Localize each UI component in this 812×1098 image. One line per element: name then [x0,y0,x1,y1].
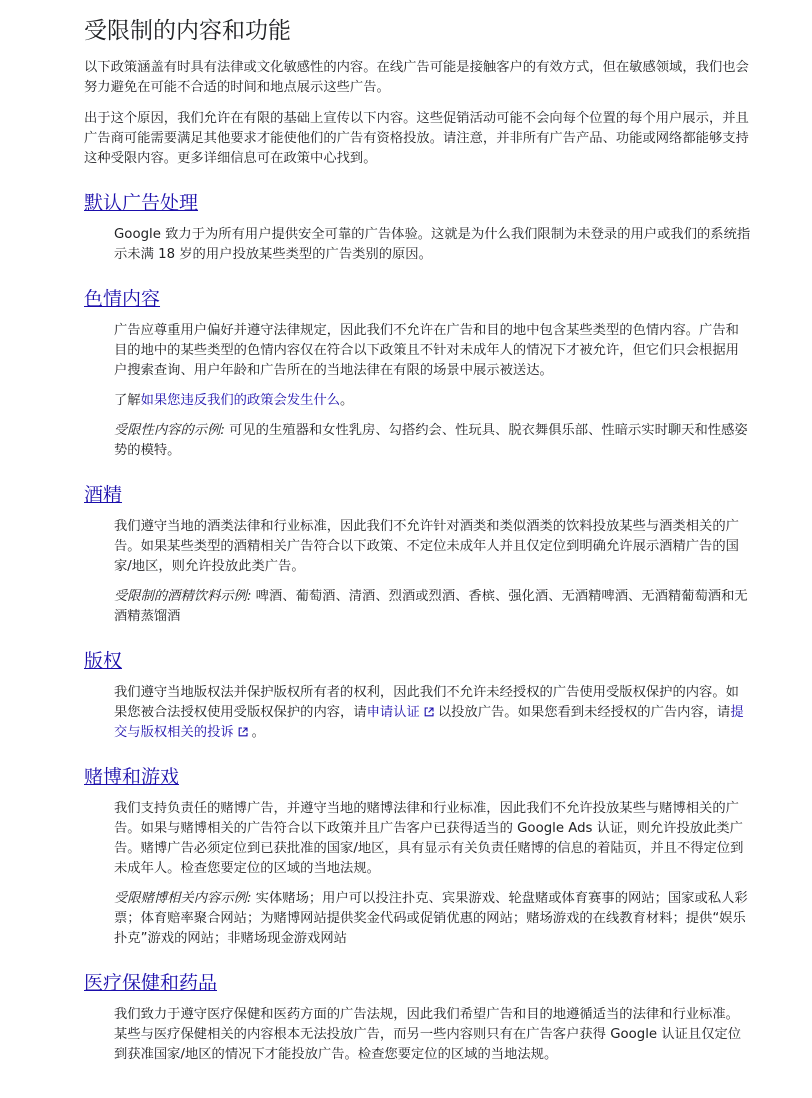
learn-more-suffix: 。 [340,393,354,408]
section-heading-healthcare[interactable]: 医疗保健和药品 [84,972,218,994]
section-heading-copyright[interactable]: 版权 [84,650,123,672]
section-adult [84,321,752,461]
learn-more-prefix: 了解 [114,393,141,408]
example-label: 受限赌博相关内容示例: [114,891,252,906]
section-alcohol [84,517,752,627]
section-alcohol-examples [114,587,752,627]
section-heading-adult[interactable]: 色情内容 [84,288,161,310]
section-healthcare-body: 我们致力于遵守医疗保健和医药方面的广告法规，因此我们希望广告和目的地遵循适当的法律和行业标准。某些与医疗保健相关的内容根本无法投放广告，而另一些内容则只有在广告客户获得 Google 认证且仅定位到获准国家/地区的情况下才能投放广告。检查您要定位的区域的当地法规。 [114,1007,742,1062]
copyright-text-1: 我们遵守当地版权法并保护版权所有者的权利，因此我们不允许未经授权的广告使用受版权保护的内容。如果您被合法授权使用受版权保护的内容，请 [114,685,739,720]
example-label: 受限性内容的示例: [114,423,225,438]
section-gambling-examples [114,889,752,949]
section-adult-learn-more [114,391,752,411]
section-adult-body: 广告应尊重用户偏好并遵守法律规定，因此我们不允许在广告和目的地中包含某些类型的色情内容。广告和目的地中的某些类型的色情内容仅在符合以下政策且不针对未成年人的情况下才被允许，但它们只会根据用户搜索查询、用户年龄和广告所在的当地法律在有限的场景中展示被送达。 [114,323,739,378]
request-certification-link[interactable]: 申请认证 [366,705,420,720]
section-heading-gambling[interactable]: 赌博和游戏 [84,766,180,788]
example-text: 实体赌场；用户可以投注扑克、宾果游戏、轮盘赌或体育赛事的网站；国家或私人彩票；体育赔率聚合网站；为赌博网站提供奖金代码或促销优惠的网站；赌场游戏的在线教育材料；提供“娱乐扑克”游戏的网站；非赌场现金游戏网站 [114,891,748,946]
external-link-icon[interactable] [238,727,248,737]
intro [84,58,752,169]
section-default-ads [84,225,752,265]
section-copyright [84,683,752,743]
copyright-complaint-link[interactable]: 提交与版权相关的投诉 [114,705,744,740]
section-adult-examples [114,421,752,461]
section-gambling [84,799,752,949]
copyright-text-3: 。 [251,725,265,740]
section-alcohol-body: 我们遵守当地的酒类法律和行业标准，因此我们不允许针对酒类和类似酒类的饮料投放某些与酒类相关的广告。如果某些类型的酒精相关广告符合以下政策、不定位未成年人并且仅定位到明确允许展示酒精广告的国家/地区，则允许投放此类广告。 [114,519,739,574]
section-heading-default-ads[interactable]: 默认广告处理 [84,192,199,214]
section-copyright-body [114,683,752,743]
section-gambling-body: 我们支持负责任的赌博广告，并遵守当地的赌博法律和行业标准，因此我们不允许投放某些与赌博相关的广告。如果与赌博相关的广告符合以下政策并且广告客户已获得适当的 Google Ads 认证，则允许投放此类广告。赌博广告必须定位到已获批准的国家/地区，具有显示有关负责任赌博的信息的着陆页，并且不得定位到未成年人。检查您要定位的区域的当地法规。 [114,801,744,876]
example-text: 可见的生殖器和女性乳房、勾搭约会、性玩具、脱衣舞俱乐部、性暗示实时聊天和性感姿势的模特。 [114,423,748,458]
policy-violation-link[interactable]: 如果您违反我们的政策会发生什么 [140,393,341,408]
example-label: 受限制的酒精饮料示例: [114,589,252,604]
section-default-ads-body: Google 致力于为所有用户提供安全可靠的广告体验。这就是为什么我们限制为未登录的用户或我们的系统指示未满 18 岁的用户投放某些类型的广告类别的原因。 [114,227,751,262]
section-healthcare [84,1005,752,1065]
intro-paragraph-2: 出于这个原因，我们允许在有限的基础上宣传以下内容。这些促销活动可能不会向每个位置的每个用户展示，并且广告商可能需要满足其他要求才能使他们的广告有资格投放。请注意，并非所有广告产品、功能或网络都能够支持这种受限内容。更多详细信息可在政策中心找到。 [84,111,749,166]
copyright-text-2: 以投放广告。如果您看到未经授权的广告内容，请 [437,705,731,720]
external-link-icon[interactable] [424,707,434,717]
page-title: 受限制的内容和功能 [84,18,291,44]
intro-paragraph-1: 以下政策涵盖有时具有法律或文化敏感性的内容。在线广告可能是接触客户的有效方式，但在敏感领域，我们也会努力避免在可能不合适的时间和地点展示这些广告。 [84,60,749,95]
example-text: 啤酒、葡萄酒、清酒、烈酒或烈酒、香槟、强化酒、无酒精啤酒、无酒精葡萄酒和无酒精蒸馏酒 [114,589,748,624]
section-heading-alcohol[interactable]: 酒精 [84,484,123,506]
